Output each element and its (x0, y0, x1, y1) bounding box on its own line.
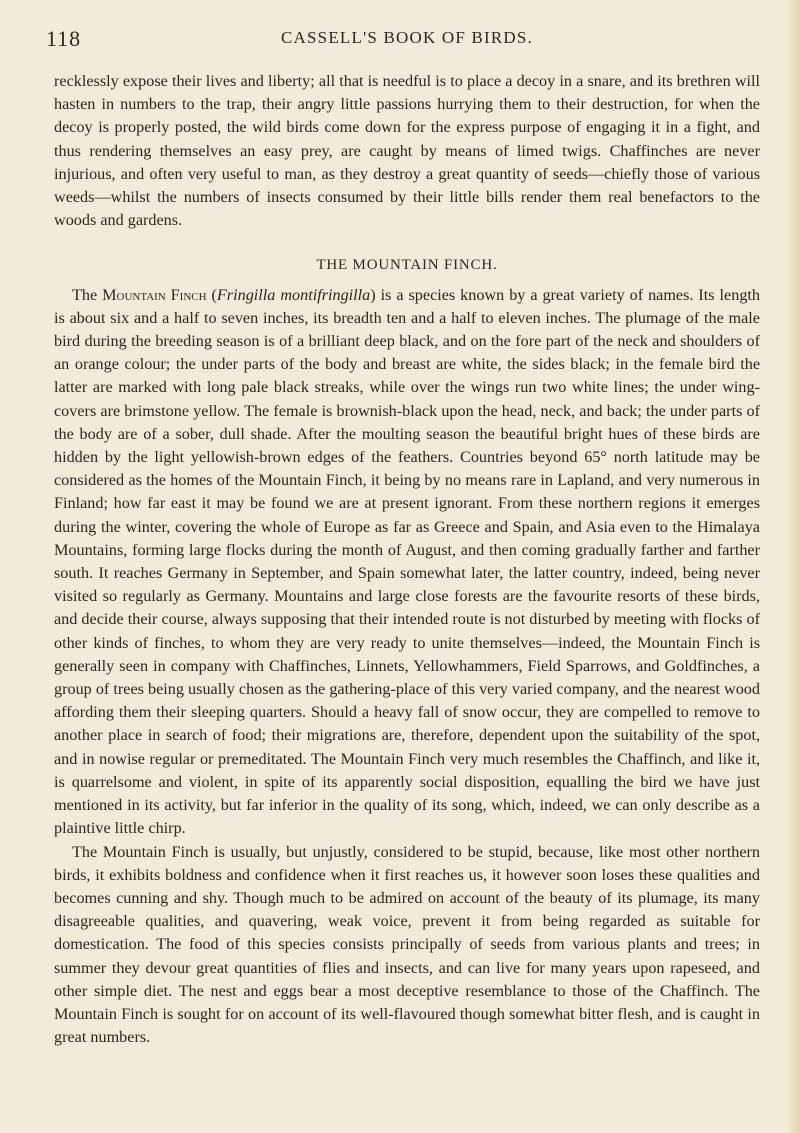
running-head (46, 26, 760, 60)
paragraph-chaffinch-continued: recklessly expose their lives and liberty; all that is needful is to place a decoy in a snare, and its brethren will hasten in numbers to the trap, their angry little passions hurrying them to their destruction, for when the decoy is properly posted, the wild birds come down for the express purpose of engaging it in a fight, and thus rendering themselves an easy prey, are caught by means of limed twigs. Chaffinches are never injurious, and often very useful to man, as they destroy a great quantity of seeds—chiefly those of various weeds—whilst the numbers of insects consumed by their little bills render them real benefactors to the woods and gardens. (54, 72, 760, 230)
paragraph-body: ) is a species known by a great variety of names. Its length is about six and a half to seven inches, its breadth ten and a half to eleven inches. The plumage of the male bird during the breeding season is of a brilliant deep black, and on the fore part of the neck and shoulders of an orange colour; the under parts of the body and breast are white, the sides black; in the female bird the latter are marked with long pale black streaks, while over the wings run two white lines; the under wing-covers are brimstone yellow. The female is brownish-black upon the head, neck, and back; the under parts of the body are of a sober, dull shade. After the moulting season the beautiful bright hues of these birds are hidden by the light yellowish-brown edges of the feathers. Countries beyond 65° north latitude may be considered as the homes of the Mountain Finch, it being by no means rare in Lapland, and very numerous in Finland; how far east it may be found we are at present ignorant. From these northern regions it emerges during the winter, covering the whole of Europe as far as Greece and Spain, and Asia even to the Himalaya Mountains, forming large flocks during the month of August, and then coming gradually farther and farther south. It reaches Germany in September, and Spain somewhat later, the latter country, indeed, being never visited so regularly as Germany. Mountains and large close forests are the favourite resorts of these birds, and decide their course, always supposing that their intended route is not disturbed by meeting with flocks of other kinds of finches, to whom they are very ready to unite themselves—indeed, the Mountain Finch is generally seen in company with Chaffinches, Linnets, Yellowhammers, Field Sparrows, and Goldfinches, a group of trees being usually chosen as the gathering-place of this very varied company, and the nearest wood affording them their sleeping quarters. Should a heavy fall of snow occur, they are compelled to remove to another place in search of food; their migrations are, therefore, dependent upon the suitability of the spot, and in nowise regular or premeditated. The Mountain Finch very much resembles the Chaffinch, and like it, is quarrelsome and violent, in spite of its apparently social disposition, equalling the bird we have just mentioned in its activity, but far inferior in the quality of its song, which, indeed, we can only describe as a plaintive little chirp. (54, 285, 761, 838)
species-name: Mountain Finch (102, 285, 207, 304)
running-title: CASSELL'S BOOK OF BIRDS. (281, 28, 533, 47)
paragraph-mountain-finch-description (54, 284, 760, 841)
page-number: 118 (46, 26, 82, 51)
paragraph-lead-in: The (72, 285, 103, 304)
page-edge-shadow (786, 0, 800, 1133)
paren-open: ( (206, 285, 217, 304)
section-heading: THE MOUNTAIN FINCH. (316, 257, 498, 274)
body-text (54, 70, 760, 1049)
latin-name: Fringilla montifringilla (216, 285, 371, 304)
paragraph-mountain-finch-habits: The Mountain Finch is usually, but unjustly, considered to be stupid, because, like most other northern birds, it exhibits boldness and confidence when it first reaches us, it however soon loses these qualities and becomes cunning and shy. Though much to be admired on account of the beauty of its plumage, its many disagreeable qualities, and quavering, weak voice, prevent it from being regarded as suitable for domestication. The food of this species consists principally of seeds from various plants and trees; in summer they devour great quantities of flies and insects, and can live for many years upon rapeseed, and other simple diet. The nest and eggs bear a most deceptive resemblance to those of the Chaffinch. The Mountain Finch is sought for on account of its well-flavoured though somewhat bitter flesh, and is caught in great numbers. (54, 842, 760, 1047)
book-page (46, 26, 761, 1049)
